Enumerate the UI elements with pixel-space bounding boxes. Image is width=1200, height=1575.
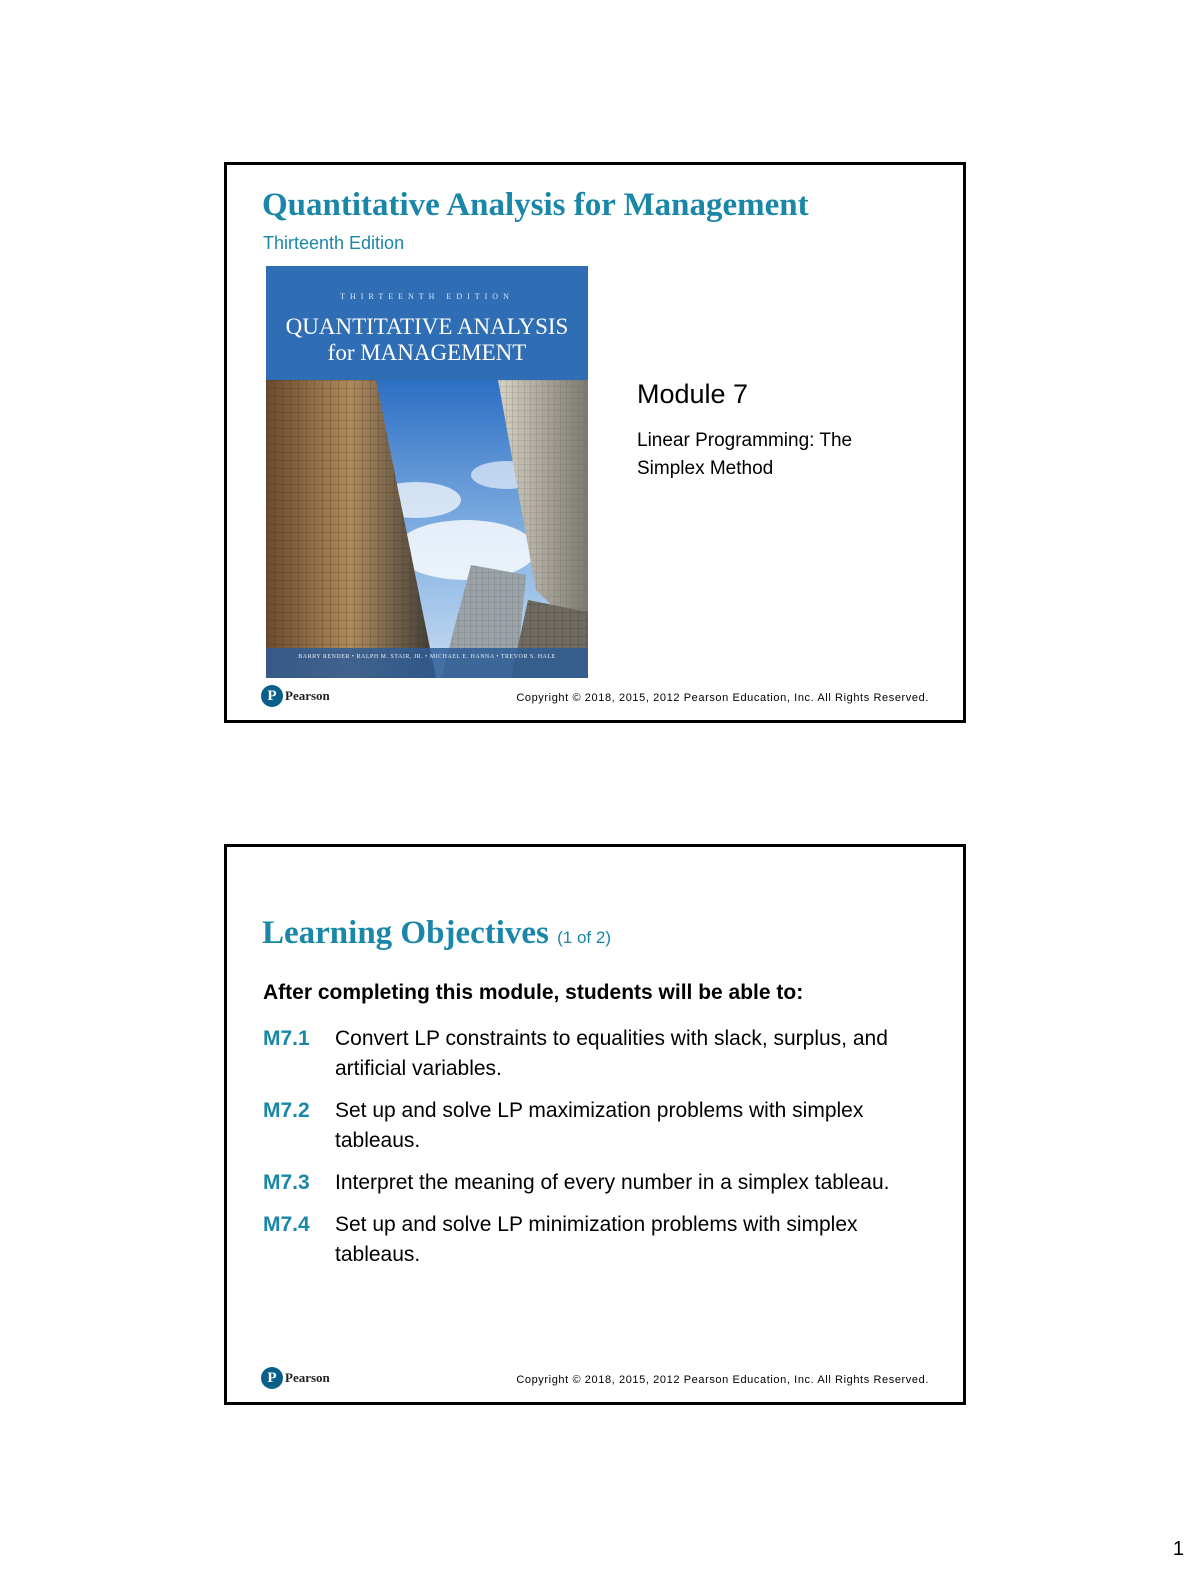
slide-heading-page-indicator: (1 of 2) [557,928,611,947]
objective-code: M7.2 [263,1099,310,1122]
objective-text: Set up and solve LP maximization problems with simplex tableaus. [335,1099,864,1152]
slide-heading-text: Learning Objectives [262,915,549,951]
slide-heading [262,915,611,952]
pearson-logo [261,1366,330,1390]
cover-skyscraper-image [266,380,588,678]
cover-title-line-2: for MANAGEMENT [327,340,527,365]
objective-item [263,1210,923,1270]
objective-text: Interpret the meaning of every number in a simplex tableau. [335,1171,890,1194]
cover-authors: BARRY RENDER • RALPH M. STAIR, JR. • MICHAEL E. HANNA • TREVOR S. HALE [298,654,556,660]
pearson-wordmark: Pearson [285,1370,330,1385]
module-subtitle-line-2: Simplex Method [637,458,774,479]
objective-code: M7.1 [263,1027,310,1050]
objective-item [263,1096,923,1156]
slide-learning-objectives [224,844,966,1405]
book-title: Quantitative Analysis for Management [262,187,809,223]
objective-code: M7.4 [263,1213,310,1236]
cover-header-band [266,266,588,380]
pearson-p-icon: P [261,1367,283,1389]
copyright-notice: Copyright © 2018, 2015, 2012 Pearson Education, Inc. All Rights Reserved. [516,1374,929,1386]
book-cover [266,266,588,678]
objective-code: M7.3 [263,1171,310,1194]
module-subtitle [637,427,852,483]
pearson-p-icon: P [261,685,283,707]
objective-text: Convert LP constraints to equalities with slack, surplus, and artificial variables. [335,1027,888,1080]
objectives-list [263,1024,923,1282]
objective-item [263,1024,923,1084]
objective-item [263,1168,923,1198]
page-number: 1 [1172,1538,1184,1560]
cover-edition-line: THIRTEENTH EDITION [340,292,514,301]
objectives-lead: After completing this module, students will be able to: [263,981,804,1004]
cover-title-line-1: QUANTITATIVE ANALYSIS [285,314,569,339]
module-number: Module 7 [637,379,749,409]
book-edition: Thirteenth Edition [263,233,405,253]
module-subtitle-line-1: Linear Programming: The [637,430,853,451]
slide-title [224,162,966,723]
objective-text: Set up and solve LP minimization problems with simplex tableaus. [335,1213,858,1266]
copyright-notice: Copyright © 2018, 2015, 2012 Pearson Education, Inc. All Rights Reserved. [516,692,929,704]
cover-title [266,314,588,366]
pearson-logo [261,684,330,708]
pearson-wordmark: Pearson [285,688,330,703]
